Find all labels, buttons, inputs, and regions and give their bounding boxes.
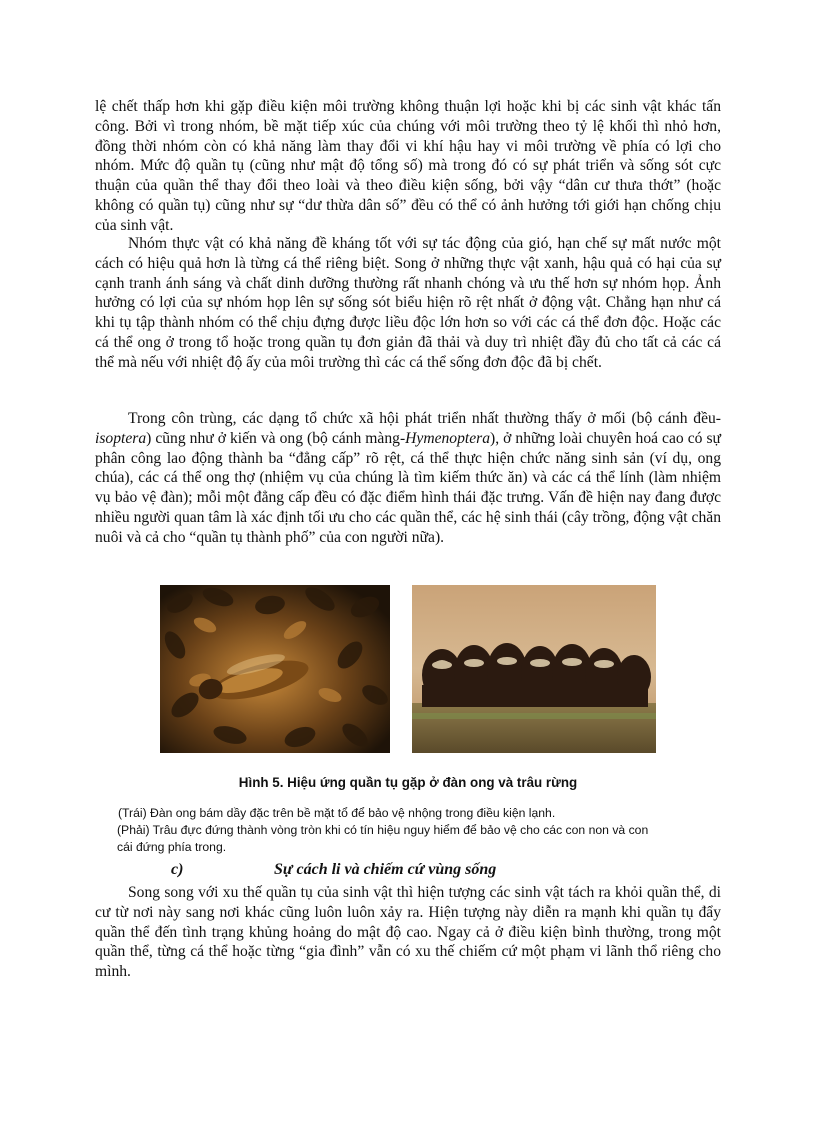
bee-cluster-photo	[160, 585, 390, 753]
p3-term-isoptera: isoptera	[95, 429, 147, 447]
paragraph-aggregation-benefits: lệ chết thấp hơn khi gặp điều kiện môi trường không thuận lợi hoặc khi bị các sinh vật khác tấn công. Bởi vì trong nhóm, bề mặt tiếp xúc của chúng với môi trường theo tỷ lệ khối thì nhỏ hơn, đồng thời nhóm còn có khả năng làm thay đổi vi khí hậu hay vi môi trường về phía có lợi cho nhóm. Mức độ quần tụ (cũng như mật độ tổng số) mà trong đó có sự phát triển và sống sót cực thuận của quần thể thay đổi theo loài và theo điều kiện sống, bởi vậy “dân cư thưa thớt” (hoặc không có quần tụ) cũng như sự “dư thừa dân số” đều có thể có ảnh hưởng tới giới hạn chống chịu của sinh vật.	[95, 98, 721, 234]
figure-note-right-line1: (Phải) Trâu đực đứng thành vòng tròn khi có tín hiệu nguy hiểm để bảo vệ cho các con non và con	[117, 823, 649, 837]
figure-note-left: (Trái) Đàn ong bám dầy đặc trên bề mặt tổ để bảo vệ nhộng trong điều kiện lạnh.	[118, 806, 556, 820]
figure-caption-title: Hình 5. Hiệu ứng quần tụ gặp ở đàn ong và trâu rừng	[238, 775, 578, 790]
p3-text-a: Trong côn trùng, các dạng tổ chức xã hội phát triển nhất thường thấy ở mối (bộ cánh đều-	[128, 410, 721, 427]
musk-oxen-photo	[412, 585, 656, 753]
figure-note-right-line2: cái đứng phía trong.	[117, 840, 227, 854]
section-heading	[0, 861, 816, 881]
p3-text-e: ), ở những loài chuyên hoá cao có sự phân công lao động thành ba “đẳng cấp” rõ rệt, cá thể thực hiện chức năng sinh sản (ví dụ, ong chúa), các cá thể ong thợ (nhiệm vụ của chúng là tìm kiếm thức ăn) và các cá thể lính (làm nhiệm vụ bảo vệ đàn); mỗi một đẳng cấp đều có đặc điểm hình thái đặc trưng. Vấn đề hiện nay đang được nhiều người quan tâm là xác định tối ưu cho các quần thể, các hệ sinh thái (cây trồng, động vật chăn nuôi và cả cho “quần tụ thành phố” của con người nữa).	[95, 429, 721, 546]
section-letter: c)	[171, 861, 184, 878]
paragraph-isolation: Song song với xu thế quần tụ của sinh vật thì hiện tượng các sinh vật tách ra khỏi quần thể, di cư từ nơi này sang nơi khác cũng luôn luôn xảy ra. Hiện tượng này diễn ra mạnh khi quần tụ đẩy quần thể đến tình trạng khủng hoảng do mật độ cao. Ngay cả ở điều kiện bình thường, trong một quần thể, từng cá thể hoặc từng “gia đình” vẫn có xu thế chiếm cứ một phạm vi lãnh thổ riêng cho mình.	[95, 884, 721, 981]
paragraph-social-insects	[95, 409, 721, 548]
paragraph-plant-groups: Nhóm thực vật có khả năng đề kháng tốt với sự tác động của gió, hạn chế sự mất nước một cách có hiệu quả hơn là từng cá thể riêng biệt. Song ở những thực vật xanh, hậu quả có hại của sự cạnh tranh ánh sáng và chất dinh dưỡng thường rất nhanh chóng và ưu thế hơn sự nhóm họp. Ảnh hưởng có lợi của sự nhóm họp lên sự sống sót biểu hiện rõ rệt nhất ở động vật. Chẳng hạn như cá khi tụ tập thành nhóm có thể chịu đựng được liều độc lớn hơn so với các cá thể đơn độc. Hoặc các cá thể ong ở trong tổ hoặc trong quần tụ đơn giản đã thải và duy trì nhiệt đầy đủ cho tất cả các cá thể mà nếu với nhiệt độ ấy của môi trường thì các cá thể sống đơn độc đã bị chết.	[95, 235, 721, 371]
section-title: Sự cách li và chiếm cứ vùng sống	[274, 861, 497, 878]
p3-text-c: ) cũng như ở kiến và ong (bộ cánh màng-	[146, 429, 406, 447]
figure-note-right	[117, 822, 747, 856]
p3-term-hymenoptera: Hymenoptera	[405, 429, 491, 447]
